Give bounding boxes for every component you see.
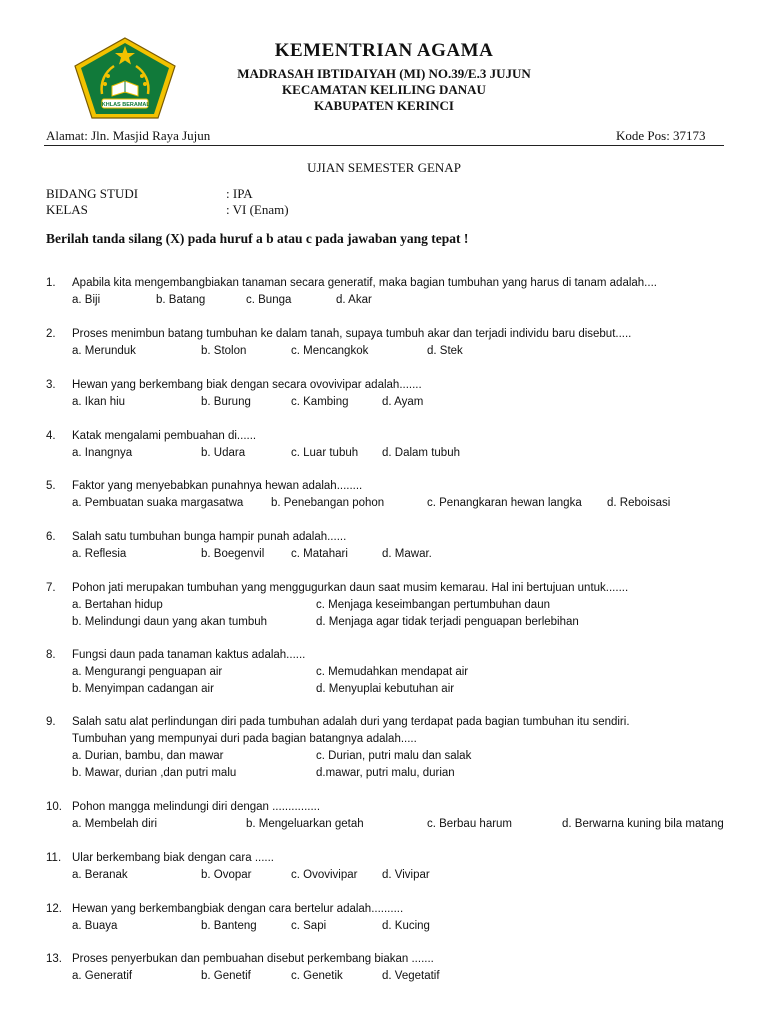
question-number: 7. (46, 582, 56, 594)
instruction-text: Berilah tanda silang (X) pada huruf a b atau c pada jawaban yang tepat ! (46, 231, 469, 246)
logo-banner-text: IKHLAS BERAMAL (100, 102, 150, 108)
class-label: KELAS (46, 202, 88, 217)
question-number: 2. (46, 328, 56, 340)
answer-option[interactable]: a. Durian, bambu, dan mawar (72, 750, 224, 762)
subject-label: BIDANG STUDI (46, 186, 139, 201)
answer-option[interactable]: a. Bertahan hidup (72, 599, 163, 611)
answer-option[interactable]: d. Menjaga agar tidak terjadi penguapan berlebihan (316, 616, 579, 628)
answer-option[interactable]: c. Kambing (291, 396, 349, 408)
answer-option[interactable]: b. Melindungi daun yang akan tumbuh (72, 616, 268, 628)
question-number: 12. (46, 903, 62, 915)
answer-option[interactable]: d. Stek (427, 345, 463, 357)
answer-option[interactable]: a. Beranak (72, 869, 128, 881)
answer-option[interactable]: c. Ovovivipar (291, 869, 358, 881)
header-regency: KABUPATEN KERINCI (313, 98, 454, 113)
answer-option[interactable]: a. Merunduk (72, 345, 136, 357)
answer-option[interactable]: c. Luar tubuh (291, 447, 359, 459)
subject-value: : IPA (226, 186, 253, 201)
header-divider (44, 145, 724, 146)
question-text-line: Apabila kita mengembangbiakan tanaman secara generatif, maka bagian tumbuhan yang harus di tanam adalah.... (72, 277, 657, 289)
question-number: 1. (46, 277, 56, 289)
question-number: 3. (46, 379, 56, 391)
question-text (72, 714, 732, 748)
answer-option[interactable]: d. Dalam tubuh (382, 447, 460, 459)
answer-option[interactable]: b. Genetif (201, 970, 251, 982)
question-number: 13. (46, 953, 62, 965)
answer-option[interactable]: b. Boegenvil (201, 548, 265, 560)
question-text (72, 901, 732, 918)
answer-option[interactable]: a. Inangnya (72, 447, 133, 459)
question-text-line: Proses penyerbukan dan pembuahan disebut perkembang biakan ....... (72, 953, 434, 965)
question-number: 9. (46, 716, 56, 728)
question-text (72, 580, 732, 597)
answer-option[interactable]: c. Durian, putri malu dan salak (316, 750, 472, 762)
question-text (72, 799, 732, 816)
question-text-line: Hewan yang berkembangbiak dengan cara bertelur adalah.......... (72, 903, 404, 915)
class-value: : VI (Enam) (226, 202, 289, 217)
question-text-line: Hewan yang berkembang biak dengan secara ovovivipar adalah....... (72, 379, 422, 391)
question-number: 8. (46, 649, 56, 661)
answer-option[interactable]: b. Stolon (201, 345, 247, 357)
header-title: KEMENTRIAN AGAMA (274, 40, 494, 61)
answer-option[interactable]: c. Sapi (291, 920, 327, 932)
answer-option[interactable]: c. Berbau harum (427, 818, 513, 830)
answer-option[interactable]: c. Memudahkan mendapat air (316, 666, 469, 678)
question-text-line: Pohon jati merupakan tumbuhan yang menggugurkan daun saat musim kemarau. Hal ini bertujuan untuk....... (72, 582, 629, 594)
answer-option[interactable]: a. Biji (72, 294, 101, 306)
question-number: 11. (46, 852, 62, 864)
answer-option[interactable]: d. Vivipar (382, 869, 430, 881)
question-number: 5. (46, 480, 56, 492)
answer-option[interactable]: b. Banteng (201, 920, 257, 932)
answer-option[interactable]: b. Ovopar (201, 869, 252, 881)
class-row (46, 202, 289, 218)
question-number: 6. (46, 531, 56, 543)
answer-option[interactable]: d. Vegetatif (382, 970, 440, 982)
question-text-line: Tumbuhan yang mempunyai duri pada bagian batangnya adalah..... (72, 733, 417, 745)
answer-option[interactable]: a. Mengurangi penguapan air (72, 666, 223, 678)
answer-option[interactable]: d. Reboisasi (607, 497, 671, 509)
answer-option[interactable]: b. Udara (201, 447, 246, 459)
question-text (72, 951, 732, 968)
answer-option[interactable]: a. Reflesia (72, 548, 127, 560)
question-text-line: Katak mengalami pembuahan di...... (72, 430, 257, 442)
answer-option[interactable]: d. Mawar. (382, 548, 432, 560)
question-text (72, 647, 732, 664)
answer-option[interactable]: d.mawar, putri malu, durian (316, 767, 455, 779)
answer-option[interactable]: b. Penebangan pohon (271, 497, 385, 509)
question-text-line: Fungsi daun pada tanaman kaktus adalah...... (72, 649, 306, 661)
question-text (72, 275, 732, 292)
answer-option[interactable]: a. Membelah diri (72, 818, 158, 830)
answer-option[interactable]: c. Menjaga keseimbangan pertumbuhan daun (316, 599, 550, 611)
header-school-name: MADRASAH IBTIDAIYAH (MI) NO.39/E.3 JUJUN (237, 66, 531, 81)
question-text (72, 428, 732, 445)
question-number: 10. (46, 801, 62, 813)
question-text (72, 326, 732, 343)
question-text (72, 529, 732, 546)
answer-option[interactable]: b. Batang (156, 294, 206, 306)
answer-option[interactable]: c. Mencangkok (291, 345, 369, 357)
question-text-line: Salah satu alat perlindungan diri pada tumbuhan adalah duri yang terdapat pada bagian tumbuhan itu sendiri. (72, 716, 630, 728)
question-number: 4. (46, 430, 56, 442)
answer-option[interactable]: c. Matahari (291, 548, 348, 560)
question-text-line: Salah satu tumbuhan bunga hampir punah adalah...... (72, 531, 347, 543)
answer-option[interactable]: b. Menyimpan cadangan air (72, 683, 214, 695)
question-text (72, 377, 732, 394)
exam-title: UJIAN SEMESTER GENAP (307, 160, 461, 175)
answer-option[interactable]: a. Buaya (72, 920, 118, 932)
answer-option[interactable]: b. Mengeluarkan getah (246, 818, 364, 830)
answer-option[interactable]: a. Generatif (72, 970, 133, 982)
question-text-line: Pohon mangga melindungi diri dengan ............... (72, 801, 321, 813)
answer-option[interactable]: b. Mawar, durian ,dan putri malu (72, 767, 237, 779)
answer-option[interactable]: a. Ikan hiu (72, 396, 126, 408)
answer-option[interactable]: c. Bunga (246, 294, 292, 306)
answer-option[interactable]: d. Kucing (382, 920, 430, 932)
question-text (72, 850, 732, 867)
question-text (72, 478, 732, 495)
question-text-line: Ular berkembang biak dengan cara ...... (72, 852, 275, 864)
answer-option[interactable]: c. Penangkaran hewan langka (427, 497, 582, 509)
answer-option[interactable]: d. Ayam (382, 396, 424, 408)
answer-option[interactable]: c. Genetik (291, 970, 343, 982)
answer-option[interactable]: d. Menyuplai kebutuhan air (316, 683, 455, 695)
answer-option[interactable]: a. Pembuatan suaka margasatwa (72, 497, 244, 509)
question-text-line: Proses menimbun batang tumbuhan ke dalam tanah, supaya tumbuh akar dan terjadi individu baru disebut..... (72, 328, 632, 340)
answer-option[interactable]: b. Burung (201, 396, 251, 408)
answer-option[interactable]: d. Akar (336, 294, 372, 306)
subject-row (46, 186, 253, 202)
postal-code-text: Kode Pos: 37173 (616, 128, 706, 143)
question-text-line: Faktor yang menyebabkan punahnya hewan adalah........ (72, 480, 363, 492)
header-district: KECAMATAN KELILING DANAU (282, 82, 486, 97)
address-text: Alamat: Jln. Masjid Raya Jujun (46, 128, 211, 143)
answer-option[interactable]: d. Berwarna kuning bila matang (562, 818, 724, 830)
